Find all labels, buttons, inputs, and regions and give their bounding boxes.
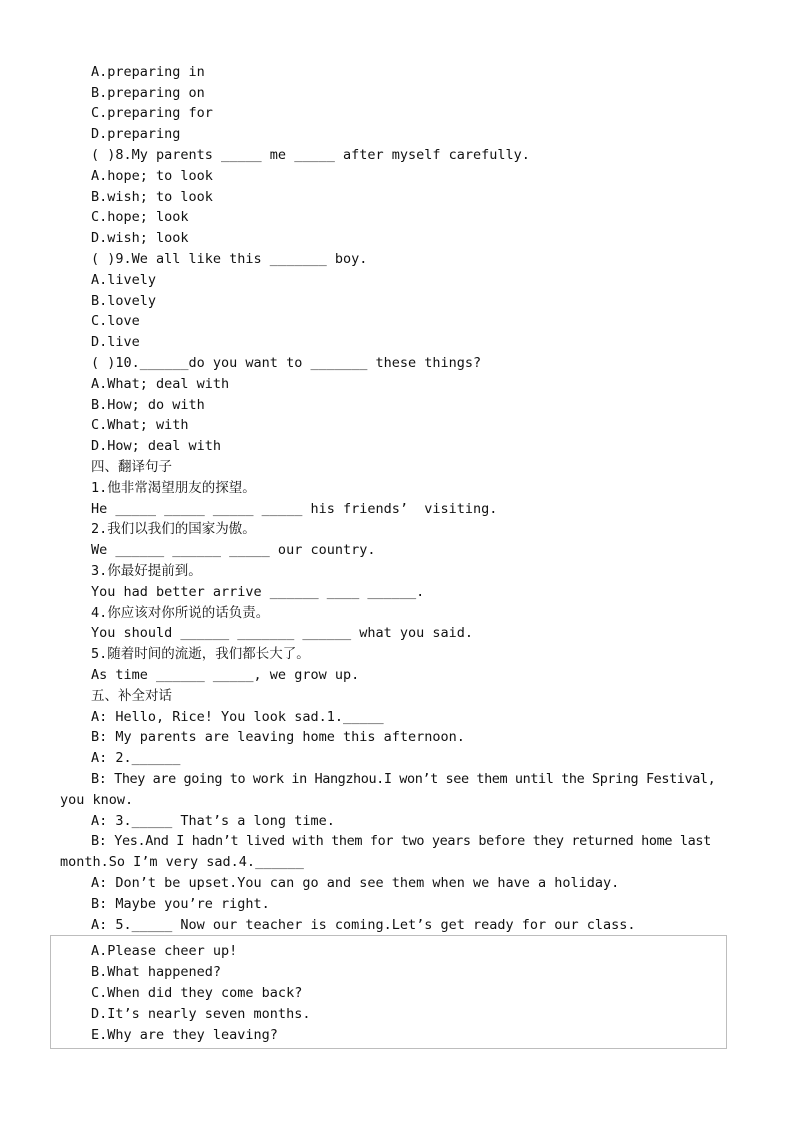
dialogue-line: B: My parents are leaving home this afternoon.: [91, 729, 465, 745]
q7-option-d: D.preparing: [91, 126, 181, 142]
s4-item4-english: You should ______ _______ ______ what you said.: [91, 625, 474, 641]
q7-option-c: C.preparing for: [91, 105, 213, 121]
q10-stem: ( )10.______do you want to _______ these things?: [91, 355, 482, 371]
q9-option-d: D.live: [91, 334, 140, 350]
q9-option-a: A.lively: [91, 272, 157, 288]
s4-item5-english: As time ______ _____, we grow up.: [91, 667, 360, 683]
s4-item3-chinese: 3.你最好提前到。: [91, 563, 202, 579]
q10-option-a: A.What; deal with: [91, 376, 230, 392]
dialogue-line-continued: you know.: [60, 792, 134, 808]
q7-option-a: A.preparing in: [91, 64, 205, 80]
q8-option-a: A.hope; to look: [91, 168, 213, 184]
q8-stem: ( )8.My parents _____ me _____ after myself carefully.: [91, 147, 530, 163]
dialogue-option-a: A.Please cheer up!: [91, 943, 238, 959]
q9-option-b: B.lovely: [91, 293, 157, 309]
s4-item5-chinese: 5.随着时间的流逝，我们都长大了。: [91, 646, 310, 662]
q7-option-b: B.preparing on: [91, 85, 205, 101]
dialogue-line: B: They are going to work in Hangzhou.I won’t see them until the Spring Festival,: [91, 771, 716, 787]
section5-heading: 五、补全对话: [91, 688, 172, 704]
q10-option-b: B.How; do with: [91, 397, 205, 413]
q8-option-b: B.wish; to look: [91, 189, 213, 205]
dialogue-line: A: Don’t be upset.You can go and see them when we have a holiday.: [91, 875, 620, 891]
q9-stem: ( )9.We all like this _______ boy.: [91, 251, 368, 267]
s4-item1-english: He _____ _____ _____ _____ his friends’ visiting.: [91, 501, 498, 517]
s4-item1-chinese: 1.他非常渴望朋友的探望。: [91, 480, 256, 496]
dialogue-option-d: D.It’s nearly seven months.: [91, 1006, 311, 1022]
s4-item2-english: We ______ ______ _____ our country.: [91, 542, 376, 558]
dialogue-line: A: 5._____ Now our teacher is coming.Let’s get ready for our class.: [91, 917, 636, 933]
s4-item4-chinese: 4.你应该对你所说的话负责。: [91, 605, 270, 621]
q8-option-d: D.wish; look: [91, 230, 189, 246]
dialogue-line: A: Hello, Rice! You look sad.1._____: [91, 709, 384, 725]
q9-option-c: C.love: [91, 313, 140, 329]
dialogue-option-c: C.When did they come back?: [91, 985, 303, 1001]
dialogue-line: B: Maybe you’re right.: [91, 896, 270, 912]
dialogue-option-b: B.What happened?: [91, 964, 222, 980]
q8-option-c: C.hope; look: [91, 209, 189, 225]
section4-heading: 四、翻译句子: [91, 459, 172, 475]
dialogue-line: B: Yes.And I hadn’t lived with them for two years before they returned home last: [91, 833, 711, 849]
dialogue-line: A: 3._____ That’s a long time.: [91, 813, 335, 829]
s4-item3-english: You had better arrive ______ ____ ______.: [91, 584, 425, 600]
s4-item2-chinese: 2.我们以我们的国家为傲。: [91, 521, 256, 537]
q10-option-c: C.What; with: [91, 417, 189, 433]
dialogue-line-continued: month.So I’m very sad.4.______: [60, 854, 304, 870]
dialogue-option-e: E.Why are they leaving?: [91, 1027, 278, 1043]
q10-option-d: D.How; deal with: [91, 438, 222, 454]
dialogue-line: A: 2.______: [91, 750, 181, 766]
